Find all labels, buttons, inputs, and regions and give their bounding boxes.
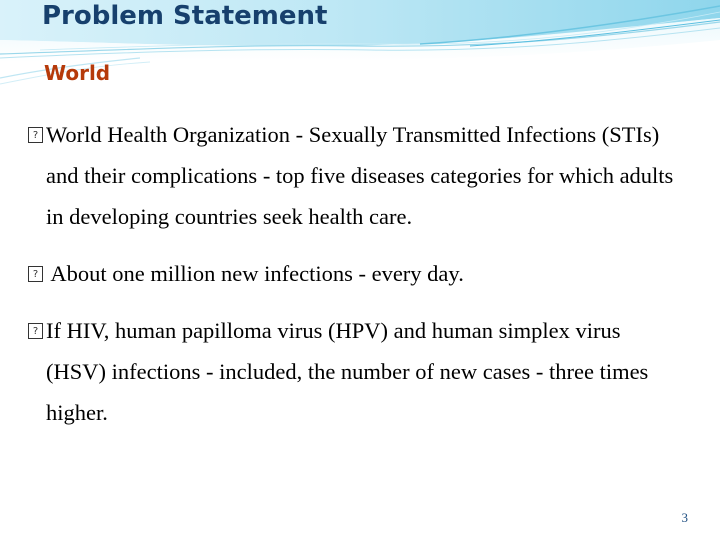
- missing-glyph-icon: [28, 127, 43, 143]
- bullet-item: [28, 114, 678, 237]
- missing-glyph-icon: [28, 323, 43, 339]
- bullet-text: About one million new infections - every day.: [46, 261, 464, 286]
- page-number: 3: [681, 510, 688, 525]
- bullet-text: World Health Organization - Sexually Transmitted Infections (STIs) and their complications - top five diseases categories for which adults in developing countries seek health care.: [46, 122, 674, 229]
- slide-subtitle: World: [44, 61, 111, 85]
- slide-title: Problem Statement: [42, 1, 328, 31]
- missing-glyph-icon: [28, 266, 43, 282]
- bullet-item: [28, 310, 678, 433]
- bullet-list: [28, 114, 678, 449]
- bullet-text: If HIV, human papilloma virus (HPV) and human simplex virus (HSV) infections - included, the number of new cases - three times higher.: [46, 318, 649, 425]
- bullet-item: [28, 253, 678, 294]
